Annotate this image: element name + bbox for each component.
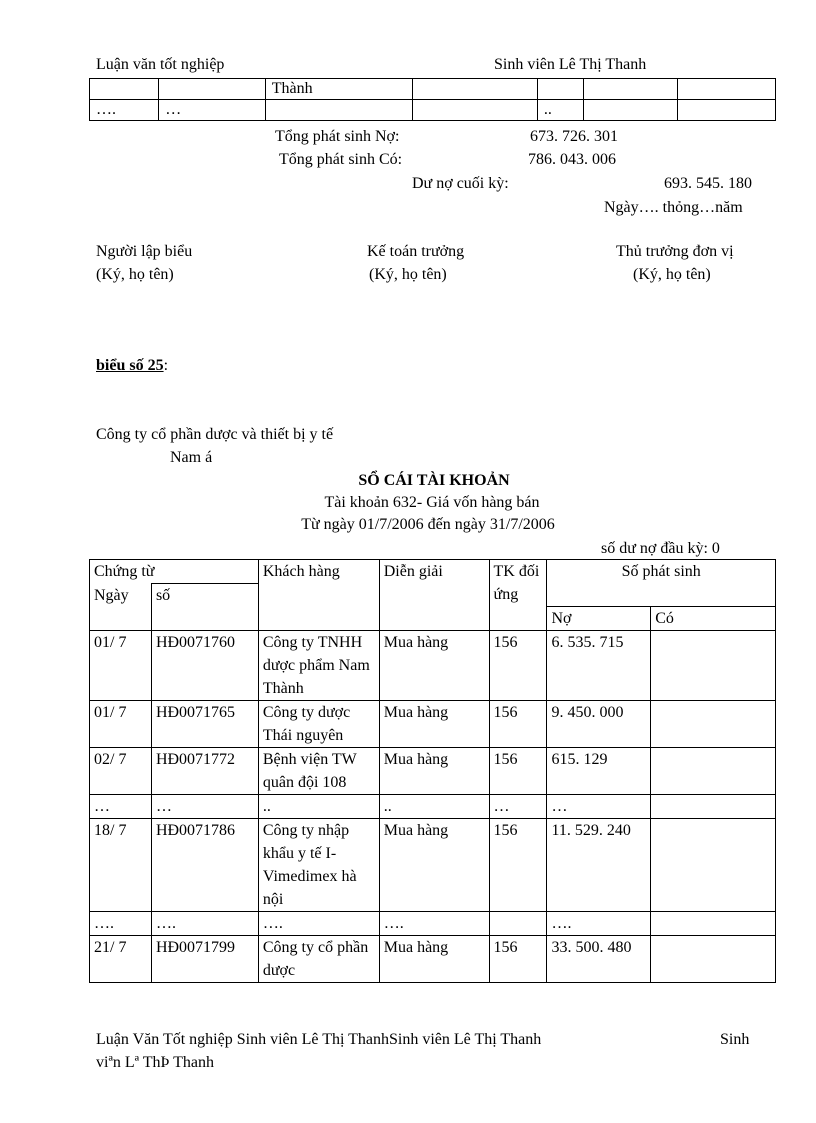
table-cell bbox=[584, 79, 677, 100]
table-cell-debit: 6. 535. 715 bbox=[547, 631, 651, 701]
table-cell-credit bbox=[651, 748, 776, 795]
table-cell bbox=[537, 79, 583, 100]
ledger-title: SỔ CÁI TÀI KHOẢN bbox=[358, 472, 510, 489]
table-cell-number: HĐ0071786 bbox=[151, 819, 258, 912]
table-cell-account: … bbox=[489, 795, 547, 819]
table-cell-credit bbox=[651, 631, 776, 701]
table-cell-description: .. bbox=[379, 795, 489, 819]
table-cell-date: 01/ 7 bbox=[90, 631, 152, 701]
signature-preparer-sub: (Ký, họ tên) bbox=[96, 266, 174, 283]
header-arising: Số phát sinh bbox=[547, 560, 776, 607]
table-cell bbox=[90, 79, 159, 100]
table-cell-customer: Công ty nhập khẩu y tế I-Vimedimex hà nội bbox=[258, 819, 379, 912]
table-cell: … bbox=[159, 100, 265, 121]
ledger-table bbox=[89, 559, 776, 983]
table-cell-date: 02/ 7 bbox=[90, 748, 152, 795]
table-cell-account: 156 bbox=[489, 748, 547, 795]
closing-balance-value: 693. 545. 180 bbox=[664, 175, 752, 192]
table-cell-debit: … bbox=[547, 795, 651, 819]
table-cell-credit bbox=[651, 819, 776, 912]
top-table bbox=[89, 78, 776, 121]
table-cell-number: HĐ0071772 bbox=[151, 748, 258, 795]
table-cell bbox=[413, 79, 538, 100]
table-cell-debit: …. bbox=[547, 912, 651, 936]
signature-director-title: Thủ trưởng đơn vị bbox=[616, 243, 734, 260]
table-row bbox=[90, 912, 776, 936]
header-account: TK đối ứng bbox=[489, 560, 547, 631]
total-debit-value: 673. 726. 301 bbox=[530, 128, 618, 145]
table-cell-credit bbox=[651, 795, 776, 819]
header-description: Diễn giải bbox=[379, 560, 489, 631]
table-cell bbox=[413, 100, 538, 121]
signature-accountant-title: Kế toán trưởng bbox=[367, 243, 465, 260]
table-cell-number: HĐ0071799 bbox=[151, 936, 258, 983]
table-cell-date: … bbox=[90, 795, 152, 819]
table-cell-customer: Công ty dược Thái nguyên bbox=[258, 701, 379, 748]
table-cell bbox=[265, 100, 413, 121]
table-row bbox=[90, 631, 776, 701]
table-row bbox=[90, 795, 776, 819]
table-cell-customer: Công ty cổ phần dược bbox=[258, 936, 379, 983]
table-cell-debit: 615. 129 bbox=[547, 748, 651, 795]
ledger-period: Từ ngày 01/7/2006 đến ngày 31/7/2006 bbox=[301, 516, 555, 533]
table-cell bbox=[677, 79, 775, 100]
table-cell-debit: 33. 500. 480 bbox=[547, 936, 651, 983]
table-row bbox=[90, 701, 776, 748]
table-cell-number: …. bbox=[151, 912, 258, 936]
table-cell-customer: Công ty TNHH dược phẩm Nam Thành bbox=[258, 631, 379, 701]
header-number: số bbox=[151, 584, 258, 631]
table-cell-account: 156 bbox=[489, 701, 547, 748]
table-cell-credit bbox=[651, 701, 776, 748]
total-credit-value: 786. 043. 006 bbox=[528, 151, 616, 168]
table-row bbox=[90, 748, 776, 795]
table-cell bbox=[677, 100, 775, 121]
table-cell-date: …. bbox=[90, 912, 152, 936]
table-cell-customer: .. bbox=[258, 795, 379, 819]
signature-accountant-sub: (Ký, họ tên) bbox=[369, 266, 447, 283]
header-credit: Có bbox=[651, 607, 776, 631]
form-number: biểu số 25: bbox=[96, 357, 169, 374]
table-cell-date: 18/ 7 bbox=[90, 819, 152, 912]
table-cell-customer: Bệnh viện TW quân đội 108 bbox=[258, 748, 379, 795]
total-credit-label: Tổng phát sinh Có: bbox=[279, 151, 403, 168]
table-cell-credit bbox=[651, 936, 776, 983]
header-right: Sinh viên Lê Thị Thanh bbox=[494, 56, 647, 73]
table-row bbox=[90, 79, 776, 100]
closing-balance-label: Dư nợ cuối kỳ: bbox=[412, 175, 509, 192]
table-cell-date: 21/ 7 bbox=[90, 936, 152, 983]
table-cell-description: Mua hàng bbox=[379, 748, 489, 795]
table-cell-account: 156 bbox=[489, 819, 547, 912]
table-row bbox=[90, 100, 776, 121]
date-line: Ngày…. thỏng…năm bbox=[604, 199, 743, 216]
table-cell-description: Mua hàng bbox=[379, 936, 489, 983]
table-cell-description: …. bbox=[379, 912, 489, 936]
ledger-account: Tài khoản 632- Giá vốn hàng bán bbox=[324, 494, 540, 511]
table-cell-debit: 9. 450. 000 bbox=[547, 701, 651, 748]
header-row bbox=[90, 560, 776, 584]
footer-line-1: Luận Văn Tốt nghiệp Sinh viên Lê Thị ThanhSinh viên Lê Thị Thanh bbox=[96, 1031, 542, 1048]
table-cell-date: 01/ 7 bbox=[90, 701, 152, 748]
table-cell bbox=[584, 100, 677, 121]
header-debit: Nợ bbox=[547, 607, 651, 631]
table-row bbox=[90, 819, 776, 912]
table-cell: …. bbox=[90, 100, 159, 121]
table-cell-credit bbox=[651, 912, 776, 936]
table-cell-account bbox=[489, 912, 547, 936]
table-cell-customer: …. bbox=[258, 912, 379, 936]
table-cell-number: HĐ0071760 bbox=[151, 631, 258, 701]
table-cell bbox=[159, 79, 265, 100]
company-name: Công ty cổ phần dược và thiết bị y tế bbox=[96, 426, 334, 443]
table-cell-account: 156 bbox=[489, 631, 547, 701]
footer-line-1-end: Sinh bbox=[720, 1031, 750, 1048]
footer-line-2: viªn Lª ThÞ Thanh bbox=[96, 1054, 215, 1071]
table-cell-description: Mua hàng bbox=[379, 819, 489, 912]
table-cell: Thành bbox=[265, 79, 413, 100]
signature-preparer-title: Người lập biểu bbox=[96, 243, 193, 260]
table-cell-debit: 11. 529. 240 bbox=[547, 819, 651, 912]
table-cell-number: HĐ0071765 bbox=[151, 701, 258, 748]
table-row bbox=[90, 936, 776, 983]
company-name-cont: Nam á bbox=[170, 449, 213, 466]
signature-director-sub: (Ký, họ tên) bbox=[633, 266, 711, 283]
table-cell-account: 156 bbox=[489, 936, 547, 983]
table-cell-description: Mua hàng bbox=[379, 701, 489, 748]
header-left: Luận văn tốt nghiệp bbox=[96, 56, 225, 73]
total-debit-label: Tổng phát sinh Nợ: bbox=[275, 128, 400, 145]
header-customer: Khách hàng bbox=[258, 560, 379, 631]
header-voucher: Chứng từ bbox=[90, 560, 259, 584]
header-date: Ngày bbox=[90, 584, 152, 631]
table-cell: .. bbox=[537, 100, 583, 121]
opening-balance: số dư nợ đầu kỳ: 0 bbox=[601, 540, 720, 557]
table-cell-number: … bbox=[151, 795, 258, 819]
table-cell-description: Mua hàng bbox=[379, 631, 489, 701]
